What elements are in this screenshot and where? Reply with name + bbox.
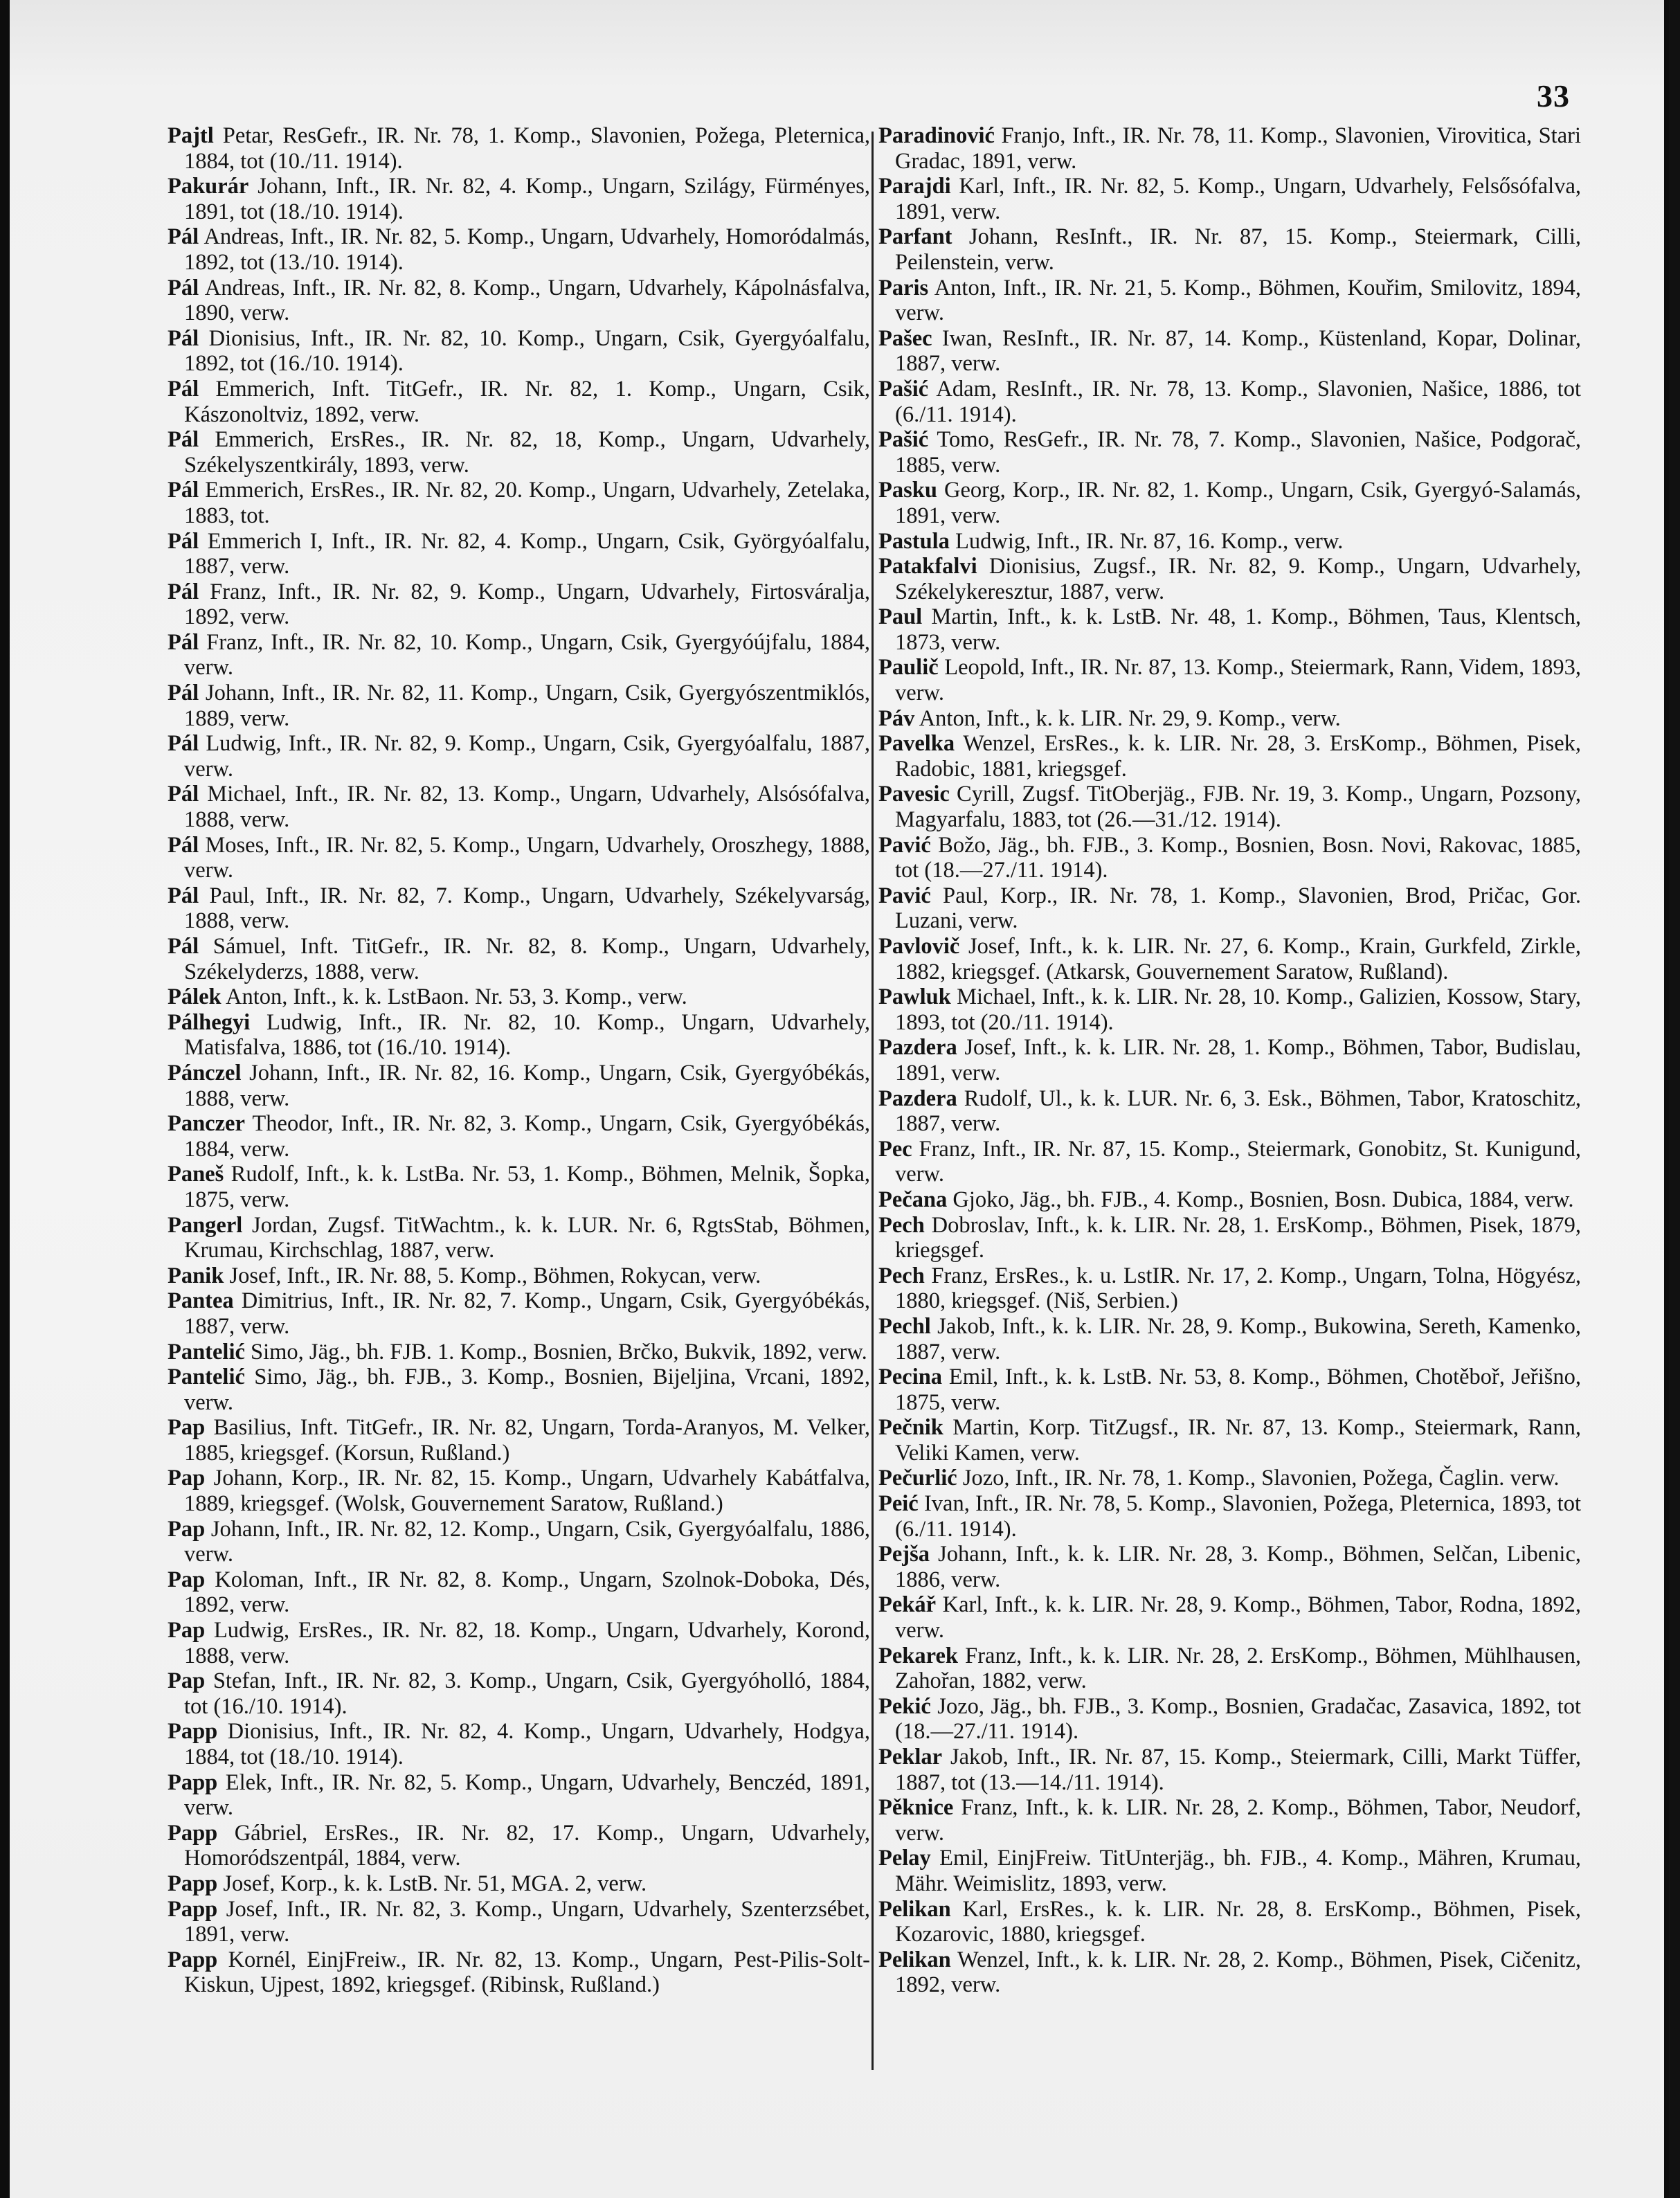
list-entry <box>878 1263 1581 1314</box>
entry-details: Karl, Inft., k. k. LIR. Nr. 28, 9. Komp., Böhmen, Tabor, Rodna, 1892, verw. <box>895 1592 1581 1643</box>
list-entry <box>878 326 1581 377</box>
list-entry <box>168 1567 870 1618</box>
list-entry <box>168 478 870 528</box>
entry-details: Gjoko, Jäg., bh. FJB., 4. Komp., Bosnien, Bosn. Dubica, 1884, verw. <box>947 1187 1574 1212</box>
entry-details: Josef, Inft., IR. Nr. 82, 3. Komp., Ungarn, Udvarhely, Szenterzsébet, 1891, verw. <box>184 1896 870 1947</box>
list-entry <box>878 478 1581 528</box>
entry-details: Martin, Inft., k. k. LstB. Nr. 48, 1. Komp., Böhmen, Taus, Klentsch, 1873, verw. <box>895 604 1581 655</box>
entry-surname: Pál <box>168 478 199 503</box>
list-entry <box>878 1415 1581 1466</box>
entry-details: Petar, ResGefr., IR. Nr. 78, 1. Komp., Slavonien, Požega, Pleternica, 1884, tot (10./11. 1914). <box>184 123 870 174</box>
list-entry <box>168 934 870 984</box>
entry-surname: Papp <box>168 1719 218 1745</box>
entry-details: Emmerich I, Inft., IR. Nr. 82, 4. Komp., Ungarn, Csik, Györgyóalfalu, 1887, verw. <box>184 528 870 579</box>
list-entry <box>168 1364 870 1415</box>
entry-surname: Pál <box>168 731 199 757</box>
list-entry <box>168 579 870 630</box>
entry-details: Stefan, Inft., IR. Nr. 82, 3. Komp., Ungarn, Csik, Gyergyóholló, 1884, tot (16./10. 1914). <box>184 1668 870 1719</box>
list-entry <box>168 1415 870 1466</box>
list-entry <box>168 276 870 326</box>
entry-surname: Pech <box>878 1212 925 1238</box>
entry-surname: Paulič <box>878 655 939 681</box>
entry-surname: Pavelka <box>878 731 955 757</box>
list-entry <box>878 604 1581 655</box>
entry-details: Franz, Inft., k. k. LIR. Nr. 28, 2. Komp., Böhmen, Tabor, Neudorf, verw. <box>895 1795 1581 1846</box>
entry-details: Božo, Jäg., bh. FJB., 3. Komp., Bosnien, Bosn. Novi, Rakovac, 1885, tot (18.—27./11. 1914). <box>895 832 1581 883</box>
list-entry <box>878 1795 1581 1846</box>
entry-details: Simo, Jäg., bh. FJB. 1. Komp., Bosnien, Brčko, Bukvik, 1892, verw. <box>244 1339 867 1364</box>
entry-details: Josef, Inft., IR. Nr. 88, 5. Komp., Böhmen, Rokycan, verw. <box>224 1263 761 1288</box>
list-entry <box>168 1263 870 1289</box>
entry-details: Karl, ErsRes., k. k. LIR. Nr. 28, 8. ErsKomp., Böhmen, Pisek, Kozarovic, 1880, kriegsgef. <box>895 1896 1581 1947</box>
entry-details: Ludwig, Inft., IR. Nr. 87, 16. Komp., verw. <box>949 528 1344 554</box>
entry-surname: Pavlovič <box>878 934 960 959</box>
list-entry <box>168 1897 870 1947</box>
entry-surname: Pelikan <box>878 1896 951 1922</box>
list-entry <box>878 224 1581 275</box>
entry-details: Josef, Inft., k. k. LIR. Nr. 27, 6. Komp., Krain, Gurkfeld, Zirkle, 1882, kriegsgef. (Atkarsk, Gouvernement Saratow, Rußland). <box>895 934 1581 984</box>
entry-details: Emmerich, ErsRes., IR. Nr. 82, 18, Komp., Ungarn, Udvarhely, Székelyszentkirály, 1893, verw. <box>184 427 870 478</box>
entry-surname: Pech <box>878 1263 925 1288</box>
entry-surname: Pejša <box>878 1542 930 1567</box>
entry-details: Wenzel, ErsRes., k. k. LIR. Nr. 28, 3. ErsKomp., Böhmen, Pisek, Radobic, 1881, kriegsgef. <box>895 731 1581 782</box>
entry-details: Martin, Korp. TitZugsf., IR. Nr. 87, 13. Komp., Steiermark, Rann, Veliki Kamen, verw. <box>895 1415 1581 1466</box>
entry-surname: Panczer <box>168 1111 245 1137</box>
entry-surname: Papp <box>168 1871 218 1896</box>
entry-surname: Pečurlić <box>878 1466 957 1491</box>
entry-details: Jakob, Inft., k. k. LIR. Nr. 28, 9. Komp., Bukowina, Sereth, Kamenko, 1887, verw. <box>895 1313 1581 1364</box>
entry-surname: Pazdera <box>878 1035 957 1061</box>
entry-details: Gábriel, ErsRes., IR. Nr. 82, 17. Komp., Ungarn, Udvarhely, Homoródszentpál, 1884, verw. <box>184 1820 870 1871</box>
entry-surname: Pavesic <box>878 782 950 807</box>
entry-surname: Pál <box>168 528 199 554</box>
entry-details: Sámuel, Inft. TitGefr., IR. Nr. 82, 8. Komp., Ungarn, Udvarhely, Székelyderzs, 1888, verw. <box>184 934 870 984</box>
entry-details: Ludwig, Inft., IR. Nr. 82, 9. Komp., Ungarn, Csik, Gyergyóalfalu, 1887, verw. <box>184 731 870 782</box>
left-column <box>168 123 870 1998</box>
list-entry <box>168 377 870 427</box>
entry-surname: Pekář <box>878 1592 937 1618</box>
list-entry <box>168 1770 870 1821</box>
entry-surname: Pap <box>168 1466 206 1491</box>
entry-surname: Papp <box>168 1896 218 1922</box>
entry-details: Johann, Inft., k. k. LIR. Nr. 28, 3. Komp., Böhmen, Selčan, Libenic, 1886, verw. <box>895 1542 1581 1592</box>
entry-details: Basilius, Inft. TitGefr., IR. Nr. 82, Ungarn, Torda-Aranyos, M. Velker, 1885, kriegsgef. (Korsun, Rußland.) <box>184 1415 870 1466</box>
entry-details: Jozo, Jäg., bh. FJB., 3. Komp., Bosnien, Gradačac, Zasavica, 1892, tot (18.—27./11. 1914). <box>895 1693 1581 1745</box>
list-entry <box>878 833 1581 883</box>
entry-surname: Pěknice <box>878 1795 954 1821</box>
entry-surname: Pašec <box>878 325 932 351</box>
list-entry <box>168 883 870 934</box>
list-entry <box>168 1668 870 1719</box>
entry-surname: Pazdera <box>878 1086 957 1111</box>
entry-details: Dimitrius, Inft., IR. Nr. 82, 7. Komp., Ungarn, Csik, Gyergyóbékás, 1887, verw. <box>184 1288 870 1339</box>
list-entry <box>878 1694 1581 1745</box>
entry-details: Josef, Inft., k. k. LIR. Nr. 28, 1. Komp., Böhmen, Tabor, Budislau, 1891, verw. <box>895 1035 1581 1086</box>
list-entry <box>168 123 870 174</box>
list-entry <box>878 1897 1581 1947</box>
list-entry <box>878 1364 1581 1415</box>
list-entry <box>878 377 1581 427</box>
list-entry <box>878 1846 1581 1896</box>
entry-details: Anton, Inft., k. k. LstBaon. Nr. 53, 3. Komp., verw. <box>221 984 687 1010</box>
list-entry <box>168 174 870 224</box>
list-entry <box>878 782 1581 832</box>
entry-details: Johann, Korp., IR. Nr. 82, 15. Komp., Ungarn, Udvarhely Kabátfalva, 1889, kriegsgef. (Wolsk, Gouvernement Saratow, Rußland.) <box>184 1466 870 1517</box>
entry-surname: Pál <box>168 376 199 402</box>
entry-surname: Pap <box>168 1668 206 1694</box>
entry-details: Wenzel, Inft., k. k. LIR. Nr. 28, 2. Komp., Böhmen, Pisek, Cičenitz, 1892, verw. <box>895 1947 1581 1998</box>
list-entry <box>168 1947 870 1998</box>
entry-surname: Pelikan <box>878 1947 951 1972</box>
list-entry <box>168 1871 870 1897</box>
entry-details: Moses, Inft., IR. Nr. 82, 5. Komp., Ungarn, Udvarhely, Oroszhegy, 1888, verw. <box>184 832 870 883</box>
entry-surname: Pašić <box>878 427 929 453</box>
entry-surname: Pantea <box>168 1288 234 1314</box>
list-entry <box>878 1491 1581 1542</box>
list-entry <box>168 833 870 883</box>
entry-details: Emil, Inft., k. k. LstB. Nr. 53, 8. Komp., Böhmen, Chotěboř, Jeřišno, 1875, verw. <box>895 1364 1581 1415</box>
scanned-page <box>10 0 1664 2198</box>
list-entry <box>168 529 870 579</box>
entry-surname: Pál <box>168 427 199 453</box>
right-column <box>878 123 1581 1998</box>
list-entry <box>168 630 870 681</box>
entry-surname: Pangerl <box>168 1212 243 1238</box>
entry-surname: Pakurár <box>168 174 249 199</box>
entry-surname: Pál <box>168 883 199 908</box>
list-entry <box>168 1111 870 1162</box>
list-entry <box>878 655 1581 705</box>
entry-details: Johann, Inft., IR. Nr. 82, 11. Komp., Ungarn, Csik, Gyergyószentmiklós, 1889, verw. <box>184 681 870 731</box>
entry-surname: Pec <box>878 1136 912 1162</box>
entry-surname: Pap <box>168 1516 206 1542</box>
entry-surname: Pál <box>168 224 199 250</box>
entry-surname: Pekić <box>878 1693 931 1719</box>
entry-surname: Pastula <box>878 528 950 554</box>
entry-details: Simo, Jäg., bh. FJB., 3. Komp., Bosnien, Bijeljina, Vrcani, 1892, verw. <box>184 1364 870 1415</box>
list-entry <box>878 984 1581 1035</box>
list-entry <box>878 1035 1581 1086</box>
list-entry <box>878 1213 1581 1263</box>
list-entry <box>878 1592 1581 1643</box>
list-entry <box>168 1162 870 1212</box>
entry-surname: Pál <box>168 579 199 604</box>
list-entry <box>168 1821 870 1871</box>
entry-surname: Páv <box>878 705 915 731</box>
list-entry <box>168 1719 870 1769</box>
entry-details: Emmerich, ErsRes., IR. Nr. 82, 20. Komp., Ungarn, Udvarhely, Zetelaka, 1883, tot. <box>184 478 870 528</box>
page-number: 33 <box>1537 78 1570 114</box>
entry-details: Emmerich, Inft. TitGefr., IR. Nr. 82, 1. Komp., Ungarn, Csik, Kászonoltviz, 1892, verw. <box>184 376 870 427</box>
list-entry <box>878 427 1581 478</box>
entry-surname: Pál <box>168 782 199 807</box>
entry-details: Koloman, Inft., IR Nr. 82, 8. Komp., Ungarn, Szolnok-Doboka, Dés, 1892, verw. <box>184 1567 870 1618</box>
entry-surname: Paradinović <box>878 123 995 148</box>
list-entry <box>878 1086 1581 1137</box>
entry-surname: Panik <box>168 1263 224 1288</box>
entry-surname: Peklar <box>878 1745 943 1769</box>
entry-details: Franz, Inft., IR. Nr. 82, 9. Komp., Ungarn, Udvarhely, Firtosváralja, 1892, verw. <box>184 579 870 630</box>
list-entry <box>168 984 870 1010</box>
entry-details: Adam, ResInft., IR. Nr. 78, 13. Komp., Slavonien, Našice, 1886, tot (6./11. 1914). <box>895 376 1581 427</box>
entry-details: Andreas, Inft., IR. Nr. 82, 5. Komp., Ungarn, Udvarhely, Homoródalmás, 1892, tot (13./10. 1914). <box>184 224 870 275</box>
entry-details: Emil, EinjFreiw. TitUnterjäg., bh. FJB., 4. Komp., Mähren, Krumau, Mähr. Weimislitz, 1893, verw. <box>895 1846 1581 1896</box>
entry-details: Anton, Inft., IR. Nr. 21, 5. Komp., Böhmen, Kouřim, Smilovitz, 1894, verw. <box>895 275 1581 326</box>
entry-details: Anton, Inft., k. k. LIR. Nr. 29, 9. Komp., verw. <box>914 705 1341 731</box>
entry-details: Jakob, Inft., IR. Nr. 87, 15. Komp., Steiermark, Cilli, Markt Tüffer, 1887, tot (13.—14./11. 1914). <box>895 1745 1581 1795</box>
entry-details: Paul, Inft., IR. Nr. 82, 7. Komp., Ungarn, Udvarhely, Székelyvarság, 1888, verw. <box>184 883 870 934</box>
entry-surname: Pašić <box>878 376 929 402</box>
entry-surname: Pál <box>168 275 199 300</box>
list-entry <box>878 554 1581 604</box>
entry-surname: Pekarek <box>878 1643 958 1668</box>
entry-details: Franjo, Inft., IR. Nr. 78, 11. Komp., Slavonien, Virovitica, Stari Gradac, 1891, verw. <box>895 123 1581 174</box>
entry-details: Dionisius, Zugsf., IR. Nr. 82, 9. Komp., Ungarn, Udvarhely, Székelykeresztur, 1887, verw. <box>895 554 1581 604</box>
list-entry <box>168 1213 870 1263</box>
entry-details: Georg, Korp., IR. Nr. 82, 1. Komp., Ungarn, Csik, Gyergyó-Salamás, 1891, verw. <box>895 478 1581 528</box>
list-entry <box>878 1542 1581 1592</box>
entry-surname: Pelay <box>878 1846 931 1871</box>
list-entry <box>168 731 870 782</box>
entry-details: Jozo, Inft., IR. Nr. 78, 1. Komp., Slavonien, Požega, Čaglin. verw. <box>957 1466 1560 1491</box>
entry-surname: Paul <box>878 604 923 630</box>
entry-details: Theodor, Inft., IR. Nr. 82, 3. Komp., Ungarn, Csik, Gyergyóbékás, 1884, verw. <box>184 1111 870 1162</box>
entry-surname: Pál <box>168 629 199 655</box>
entry-details: Rudolf, Inft., k. k. LstBa. Nr. 53, 1. Komp., Böhmen, Melnik, Šopka, 1875, verw. <box>184 1162 870 1212</box>
list-entry <box>878 529 1581 555</box>
entry-details: Dionisius, Inft., IR. Nr. 82, 10. Komp., Ungarn, Csik, Gyergyóalfalu, 1892, tot (16./10. 1914). <box>184 325 870 377</box>
list-entry <box>878 1137 1581 1187</box>
entry-surname: Pechl <box>878 1313 931 1339</box>
list-entry <box>878 123 1581 174</box>
entry-details: Kornél, EinjFreiw., IR. Nr. 82, 13. Komp., Ungarn, Pest-Pilis-Solt-Kiskun, Ujpest, 1892, kriegsgef. (Ribinsk, Rußland.) <box>184 1947 870 1998</box>
list-entry <box>878 1745 1581 1795</box>
entry-details: Iwan, ResInft., IR. Nr. 87, 14. Komp., Küstenland, Kopar, Dolinar, 1887, verw. <box>895 325 1581 377</box>
list-entry <box>878 731 1581 782</box>
entry-surname: Pavić <box>878 832 931 858</box>
list-entry <box>168 1618 870 1668</box>
entry-surname: Pečnik <box>878 1415 943 1441</box>
entry-details: Cyrill, Zugsf. TitOberjäg., FJB. Nr. 19, 3. Komp., Ungarn, Pozsony, Magyarfalu, 1883, tot (26.—31./12. 1914). <box>895 782 1581 833</box>
list-entry <box>878 1947 1581 1998</box>
entry-surname: Paneš <box>168 1162 224 1187</box>
entry-surname: Pasku <box>878 478 937 503</box>
entry-details: Elek, Inft., IR. Nr. 82, 5. Komp., Ungarn, Udvarhely, Benczéd, 1891, verw. <box>184 1769 870 1821</box>
entry-details: Franz, Inft., k. k. LIR. Nr. 28, 2. ErsKomp., Böhmen, Mühlhausen, Zahořan, 1882, verw. <box>895 1643 1581 1694</box>
entry-surname: Pap <box>168 1618 206 1643</box>
column-divider <box>871 132 874 2070</box>
entry-surname: Pavić <box>878 883 931 908</box>
scan-border <box>1669 0 1680 2198</box>
entry-surname: Pál <box>168 681 199 706</box>
list-entry <box>878 276 1581 326</box>
entry-surname: Papp <box>168 1820 218 1846</box>
list-entry <box>168 1340 870 1365</box>
entry-surname: Pap <box>168 1567 206 1592</box>
entry-surname: Pajtl <box>168 123 214 148</box>
entry-details: Ivan, Inft., IR. Nr. 78, 5. Komp., Slavonien, Požega, Pleternica, 1893, tot (6./11. 1914). <box>895 1491 1581 1542</box>
entry-details: Paul, Korp., IR. Nr. 78, 1. Komp., Slavonien, Brod, Pričac, Gor. Luzani, verw. <box>895 883 1581 934</box>
entry-details: Jordan, Zugsf. TitWachtm., k. k. LUR. Nr. 6, RgtsStab, Böhmen, Krumau, Kirchschlag, 1887, verw. <box>184 1212 870 1263</box>
list-entry <box>168 782 870 832</box>
entry-details: Franz, Inft., IR. Nr. 82, 10. Komp., Ungarn, Csik, Gyergyóújfalu, 1884, verw. <box>184 629 870 681</box>
entry-details: Johann, ResInft., IR. Nr. 87, 15. Komp., Steiermark, Cilli, Peilenstein, verw. <box>895 224 1581 275</box>
entry-details: Johann, Inft., IR. Nr. 82, 4. Komp., Ungarn, Szilágy, Fürményes, 1891, tot (18./10. 1914). <box>184 174 870 224</box>
entry-details: Josef, Korp., k. k. LstB. Nr. 51, MGA. 2, verw. <box>217 1871 647 1896</box>
entry-surname: Pap <box>168 1415 206 1441</box>
entry-details: Andreas, Inft., IR. Nr. 82, 8. Komp., Ungarn, Udvarhely, Kápolnásfalva, 1890, verw. <box>184 275 870 326</box>
entry-surname: Peić <box>878 1491 919 1517</box>
list-entry <box>168 1517 870 1567</box>
list-entry <box>878 934 1581 984</box>
entry-surname: Patakfalvi <box>878 554 977 579</box>
entry-surname: Pecina <box>878 1364 943 1390</box>
list-entry <box>168 224 870 275</box>
list-entry <box>168 326 870 377</box>
entry-details: Johann, Inft., IR. Nr. 82, 12. Komp., Ungarn, Csik, Gyergyóalfalu, 1886, verw. <box>184 1516 870 1567</box>
entry-surname: Pál <box>168 325 199 351</box>
entry-details: Dionisius, Inft., IR. Nr. 82, 4. Komp., Ungarn, Udvarhely, Hodgya, 1884, tot (18./10. 1914). <box>184 1719 870 1769</box>
entry-details: Tomo, ResGefr., IR. Nr. 78, 7. Komp., Slavonien, Našice, Podgorač, 1885, verw. <box>895 427 1581 478</box>
entry-surname: Pálek <box>168 984 222 1010</box>
entry-details: Leopold, Inft., IR. Nr. 87, 13. Komp., Steiermark, Rann, Videm, 1893, verw. <box>895 655 1581 706</box>
entry-details: Karl, Inft., IR. Nr. 82, 5. Komp., Ungarn, Udvarhely, Felsősófalva, 1891, verw. <box>895 174 1581 224</box>
entry-surname: Pánczel <box>168 1060 242 1086</box>
entry-details: Franz, ErsRes., k. u. LstIR. Nr. 17, 2. Komp., Ungarn, Tolna, Högyész, 1880, kriegsgef. (Niš, Serbien.) <box>895 1263 1581 1314</box>
list-entry <box>168 1466 870 1516</box>
entry-surname: Pantelić <box>168 1364 245 1390</box>
list-entry <box>878 706 1581 732</box>
entry-details: Ludwig, Inft., IR. Nr. 82, 10. Komp., Ungarn, Udvarhely, Matisfalva, 1886, tot (16./10. 1914). <box>184 1009 870 1061</box>
list-entry <box>878 1466 1581 1491</box>
list-entry <box>168 1010 870 1061</box>
list-entry <box>878 1187 1581 1213</box>
entry-surname: Pálhegyi <box>168 1009 251 1035</box>
list-entry <box>168 681 870 731</box>
entry-details: Rudolf, Ul., k. k. LUR. Nr. 6, 3. Esk., Böhmen, Tabor, Kratoschitz, 1887, verw. <box>895 1086 1581 1137</box>
entry-surname: Pantelić <box>168 1339 245 1364</box>
entry-surname: Pawluk <box>878 984 951 1010</box>
list-entry <box>168 1288 870 1339</box>
list-entry <box>168 1061 870 1111</box>
entry-surname: Paris <box>878 275 929 300</box>
entry-surname: Parajdi <box>878 174 951 199</box>
entry-surname: Pečana <box>878 1187 948 1212</box>
entry-surname: Papp <box>168 1769 218 1795</box>
list-entry <box>878 1314 1581 1364</box>
list-entry <box>168 427 870 478</box>
entry-surname: Papp <box>168 1947 218 1972</box>
list-entry <box>878 174 1581 224</box>
entry-details: Michael, Inft., k. k. LIR. Nr. 28, 10. Komp., Galizien, Kossow, Stary, 1893, tot (20./11. 1914). <box>895 984 1581 1035</box>
list-entry <box>878 883 1581 934</box>
entry-details: Ludwig, ErsRes., IR. Nr. 82, 18. Komp., Ungarn, Udvarhely, Korond, 1888, verw. <box>184 1618 870 1668</box>
entry-surname: Pál <box>168 832 199 858</box>
entry-details: Dobroslav, Inft., k. k. LIR. Nr. 28, 1. ErsKomp., Böhmen, Pisek, 1879, kriegsgef. <box>895 1212 1581 1263</box>
entry-surname: Pál <box>168 934 199 959</box>
entry-surname: Parfant <box>878 224 952 250</box>
list-entry <box>878 1643 1581 1694</box>
entry-details: Michael, Inft., IR. Nr. 82, 13. Komp., Ungarn, Udvarhely, Alsósófalva, 1888, verw. <box>184 782 870 833</box>
entry-details: Johann, Inft., IR. Nr. 82, 16. Komp., Ungarn, Csik, Gyergyóbékás, 1888, verw. <box>184 1060 870 1111</box>
entry-details: Franz, Inft., IR. Nr. 87, 15. Komp., Steiermark, Gonobitz, St. Kunigund, verw. <box>895 1136 1581 1187</box>
